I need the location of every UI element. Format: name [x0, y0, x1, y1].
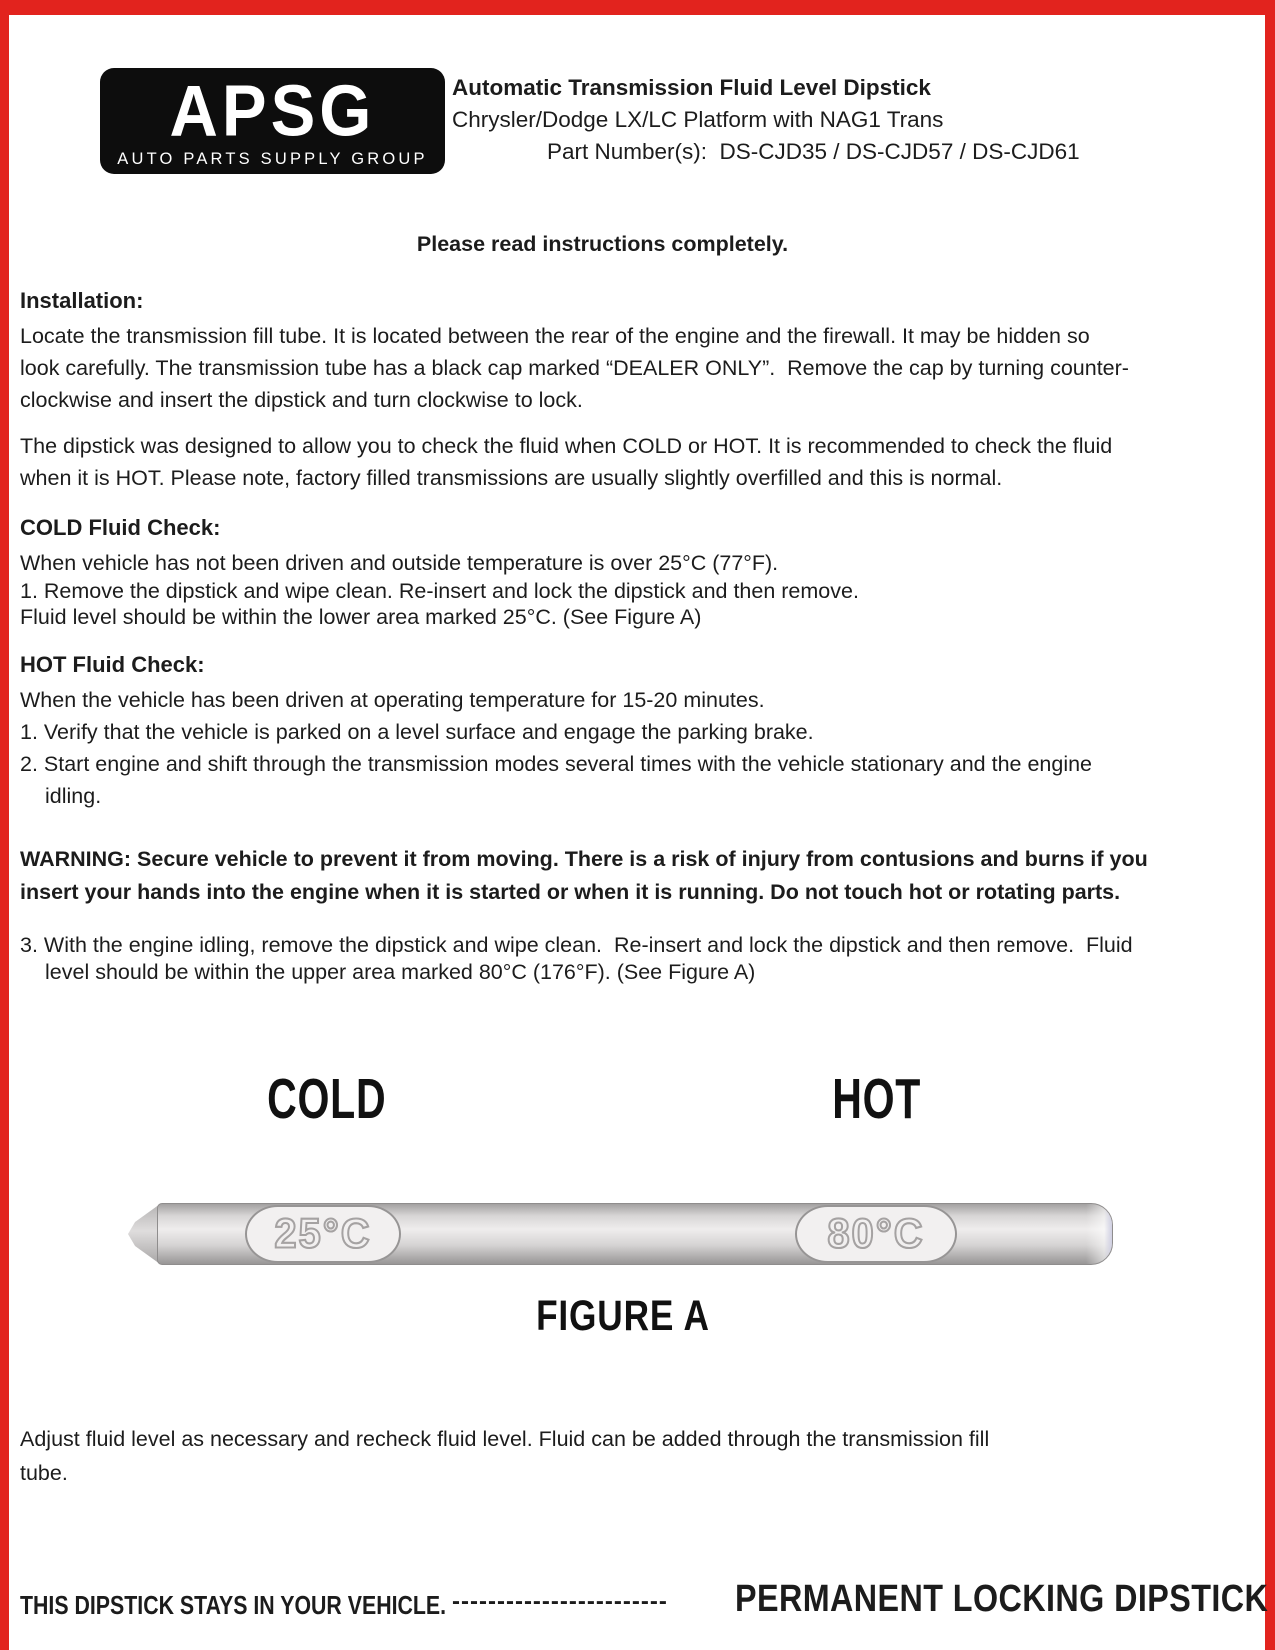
apsg-logo — [100, 68, 445, 174]
dipstick-illustration — [128, 1203, 1113, 1265]
cold-check-result: Fluid level should be within the lower area marked 25°C. (See Figure A) — [20, 605, 702, 629]
figure-caption — [0, 1292, 1246, 1341]
installation-paragraph-1: Locate the transmission fill tube. It is located between the rear of the engine and the firewall. It may be hidden so look carefully. The transmission tube has a black cap marked “DEALER ONLY”. Remove the cap by turning counter- clockwise and insert the dipstick and turn clockwise to lock. — [20, 324, 1129, 412]
hot-mark-text: 80°C — [827, 1210, 925, 1257]
page-border-right — [1265, 0, 1275, 1650]
cold-mark-text: 25°C — [274, 1210, 372, 1257]
logo-acronym: APSG — [169, 70, 376, 152]
footer-left-text-inner: THIS DIPSTICK STAYS IN YOUR VEHICLE. — [20, 1590, 447, 1620]
document-header — [452, 72, 1080, 168]
adjust-fluid-note: Adjust fluid level as necessary and recheck fluid level. Fluid can be added through the transmission fill tube. — [20, 1427, 990, 1485]
installation-heading: Installation: — [20, 288, 144, 313]
dipstick-hot-mark — [795, 1205, 957, 1263]
figure-caption-text: FIGURE A — [536, 1292, 710, 1340]
footer-dashes: ------------------------ — [452, 1588, 668, 1615]
dipstick-tip — [128, 1204, 160, 1264]
installation-paragraph-2: The dipstick was designed to allow you to check the fluid when COLD or HOT. It is recommended to check the fluid when it is HOT. Please note, factory filled transmissions are usually slightly overfilled and this is normal. — [20, 434, 1113, 490]
footer-right-text — [735, 1578, 1275, 1621]
footer-line — [0, 1578, 1275, 1628]
hot-check-step-2: 2. Start engine and shift through the transmission modes several times with the vehicle stationary and the engine idling. — [20, 752, 1093, 808]
figure-hot-label — [782, 1067, 972, 1131]
cold-check-heading: COLD Fluid Check: — [20, 515, 221, 540]
read-instructions-notice: Please read instructions completely. — [416, 232, 789, 256]
hot-check-step-1: 1. Verify that the vehicle is parked on a level surface and engage the parking brake. — [20, 720, 814, 744]
figure-cold-label — [232, 1067, 422, 1131]
page-border-top — [0, 0, 1275, 15]
figure-hot-label-text: HOT — [832, 1067, 922, 1131]
cold-check-condition: When vehicle has not been driven and outside temperature is over 25°C (77°F). — [20, 551, 779, 575]
hot-check-condition: When the vehicle has been driven at operating temperature for 15-20 minutes. — [20, 688, 765, 712]
figure-a — [0, 1067, 1275, 1350]
footer-right-text-inner: PERMANENT LOCKING DIPSTICK — [735, 1578, 1269, 1620]
part-numbers: Part Number(s): DS-CJD35 / DS-CJD57 / DS-CJD61 — [547, 139, 1080, 164]
warning-paragraph: WARNING: Secure vehicle to prevent it from moving. There is a risk of injury from contusions and burns if you insert your hands into the engine when it is started or when it is running. Do not touch hot or rotating parts. — [20, 847, 1148, 904]
dipstick-cold-mark — [245, 1205, 401, 1263]
logo-tagline: AUTO PARTS SUPPLY GROUP — [117, 150, 428, 168]
cold-check-step-1: 1. Remove the dipstick and wipe clean. Re-insert and lock the dipstick and then remove. — [20, 579, 859, 603]
hot-check-step-3: 3. With the engine idling, remove the dipstick and wipe clean. Re-insert and lock the dipstick and then remove. Fluid level should be within the upper area marked 80°C (176°F). (See Figure A) — [20, 933, 1133, 984]
document-title: Automatic Transmission Fluid Level Dipstick — [452, 75, 931, 100]
hot-check-heading: HOT Fluid Check: — [20, 652, 205, 677]
figure-cold-label-text: COLD — [267, 1067, 387, 1131]
platform-subtitle: Chrysler/Dodge LX/LC Platform with NAG1 Trans — [452, 107, 944, 132]
